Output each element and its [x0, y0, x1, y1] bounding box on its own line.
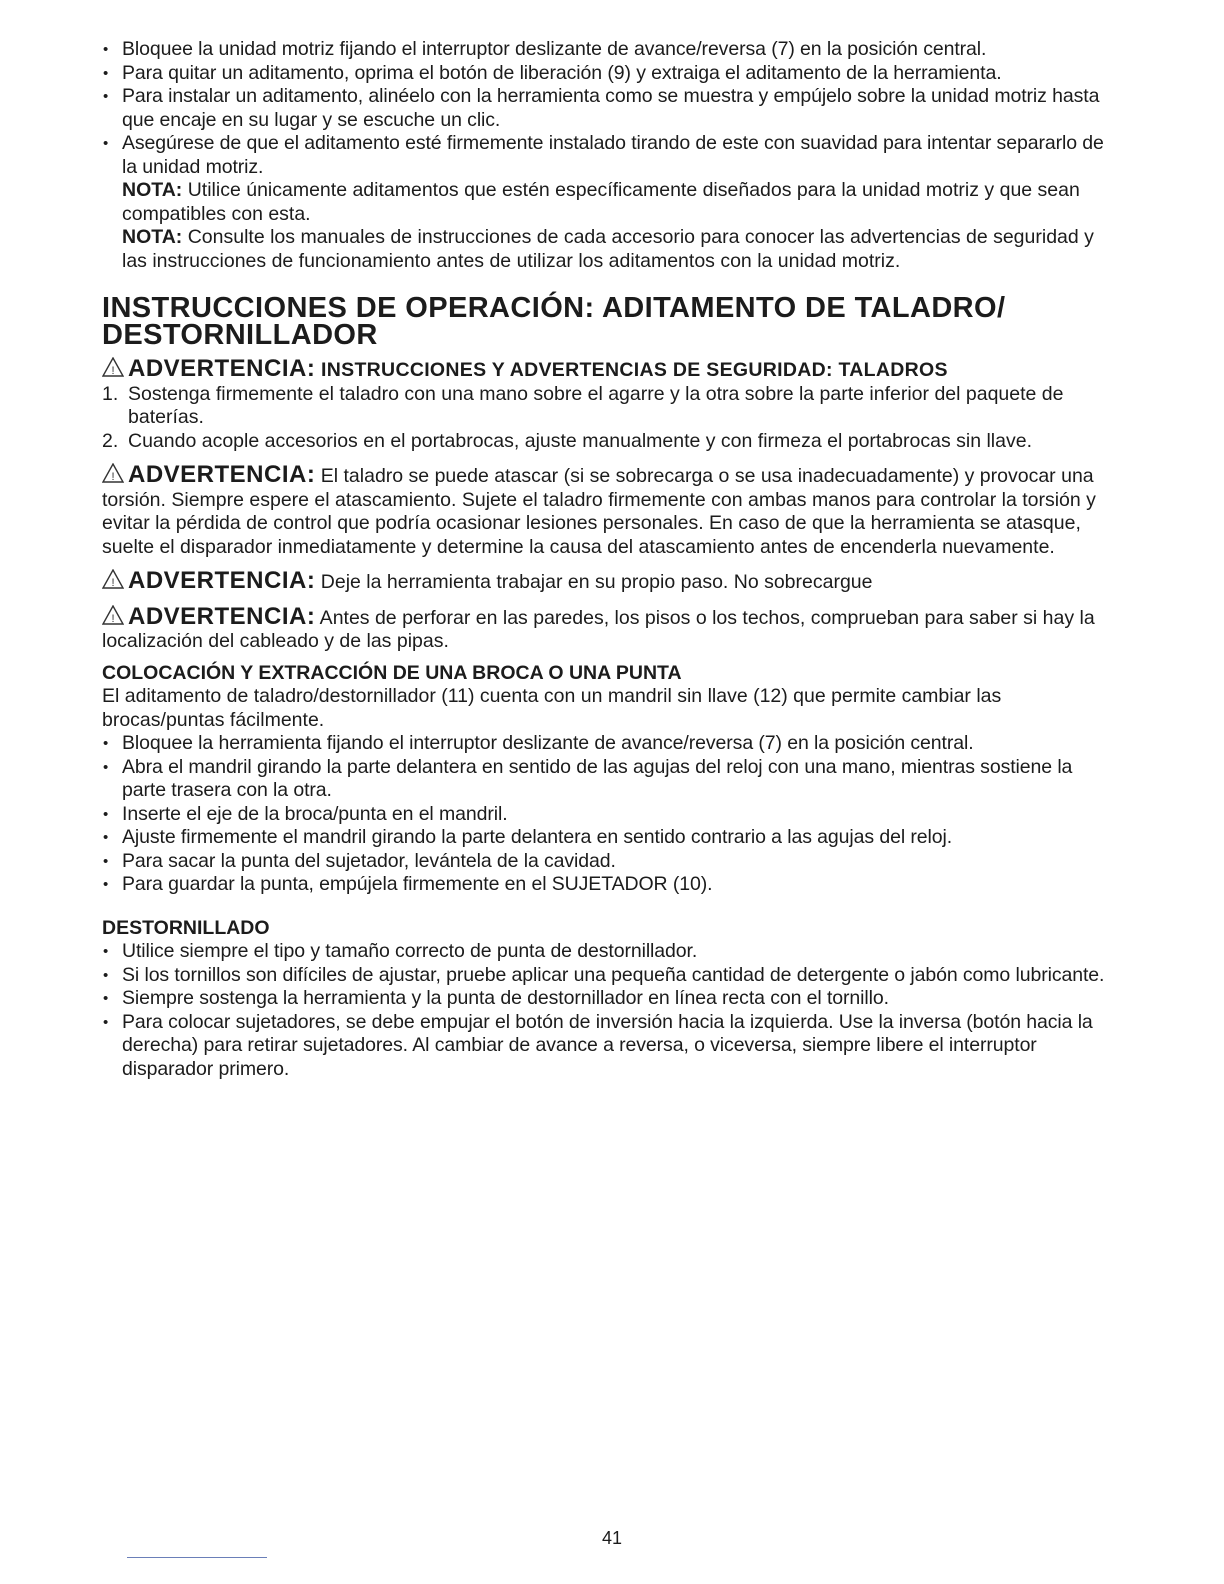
warning-torque [102, 463, 1114, 559]
item-text: Cuando acople accesorios en el portabrocas, ajuste manualmente y con firmeza el portabrocas sin llave. [128, 429, 1032, 452]
warning-drilling-walls [102, 602, 1114, 654]
warning-safety-drills [102, 357, 1114, 383]
note-label: NOTA: [122, 179, 183, 201]
warning-triangle-icon [102, 569, 124, 589]
warning-text: El taladro se puede atascar (si se sobrecarga o se usa inadecuadamente) y provocar una torsión. Siempre espere el atascamiento. Sujete el taladro firmemente con ambas manos para controlar la torsión y evitar la pérdida de control que podría ocasionar lesiones personales. En caso de que la herramienta se atasque, suelte el disparador inmediatamente y determine la causa del atascamiento antes de encenderla nuevamente. [102, 465, 1096, 558]
list-item: • Asegúrese de que el aditamento esté firmemente instalado tirando de este con suavidad para intentar separarlo de la unidad motriz. [102, 132, 1114, 179]
list-item: • Bloquee la herramienta fijando el interruptor deslizante de avance/reversa (7) en la posición central. [102, 732, 1114, 756]
intro-bullet-list [102, 38, 1114, 179]
section-heading: INSTRUCCIONES DE OPERACIÓN: ADITAMENTO DE TALADRO/ DESTORNILLADOR [102, 292, 1006, 351]
warning-triangle-icon [102, 357, 124, 377]
subsection-title-screwdriving: DESTORNILLADO [102, 916, 270, 939]
warning-label: ADVERTENCIA: [128, 567, 316, 594]
list-item: • Para guardar la punta, empújela firmemente en el SUJETADOR (10). [102, 873, 1114, 897]
list-item: • Si los tornillos son difíciles de ajustar, pruebe aplicar una pequeña cantidad de detergente o jabón como lubricante. [102, 964, 1114, 988]
note-2 [102, 226, 1114, 273]
item-number: 2. [102, 429, 119, 452]
warning-subtitle: INSTRUCCIONES Y ADVERTENCIAS DE SEGURIDAD: TALADROS [315, 359, 948, 381]
manual-page [102, 38, 1114, 1081]
screwdriving-bullet-list [102, 940, 1114, 1081]
list-item: • Para quitar un aditamento, oprima el botón de liberación (9) y extraiga el aditamento de la herramienta. [102, 62, 1114, 86]
list-item [102, 383, 1114, 430]
note-1 [102, 179, 1114, 226]
warning-text: Deje la herramienta trabajar en su propio paso. No sobrecargue [315, 571, 873, 593]
list-item: • Utilice siempre el tipo y tamaño correcto de punta de destornillador. [102, 940, 1114, 964]
note-text: Consulte los manuales de instrucciones de cada accesorio para conocer las advertencias de seguridad y las instrucciones de funcionamiento antes de utilizar los aditamentos con la unidad motriz. [122, 226, 1094, 272]
note-label: NOTA: [122, 226, 183, 248]
paragraph: El aditamento de taladro/destornillador (11) cuenta con un mandril sin llave (12) que permite cambiar las brocas/puntas fácilmente. [102, 685, 1002, 731]
list-item: • Para instalar un aditamento, alinéelo con la herramienta como se muestra y empújelo sobre la unidad motriz hasta que encaje en su lugar y se escuche un clic. [102, 85, 1114, 132]
list-item [102, 430, 1114, 454]
footer-divider [127, 1557, 267, 1558]
list-item: • Ajuste firmemente el mandril girando la parte delantera en sentido contrario a las agujas del reloj. [102, 826, 1114, 850]
list-item: • Abra el mandril girando la parte delantera en sentido de las agujas del reloj con una mano, mientras sostiene la parte trasera con la otra. [102, 756, 1114, 803]
list-item: • Para sacar la punta del sujetador, levántela de la cavidad. [102, 850, 1114, 874]
svg-text:!: ! [111, 577, 115, 589]
bit-bullet-list [102, 732, 1114, 897]
warning-overload [102, 569, 1114, 595]
safety-numbered-list [102, 383, 1114, 454]
warning-triangle-icon [102, 463, 124, 483]
warning-text: Antes de perforar en las paredes, los pisos o los techos, comprueban para saber si hay la localización del cableado y de las pipas. [102, 606, 1095, 652]
warning-label: ADVERTENCIA: [128, 461, 316, 488]
warning-label: ADVERTENCIA: [128, 355, 316, 382]
page-number: 41 [601, 1528, 623, 1548]
list-item: • Para colocar sujetadores, se debe empujar el botón de inversión hacia la izquierda. Use la inversa (botón hacia la derecha) para retirar sujetadores. Al cambiar de avance a reversa, o viceversa, siempre libere el interruptor disparador primero. [102, 1011, 1114, 1082]
list-item: • Inserte el eje de la broca/punta en el mandril. [102, 803, 1114, 827]
svg-text:!: ! [111, 612, 115, 625]
list-item: • Siempre sostenga la herramienta y la punta de destornillador en línea recta con el tornillo. [102, 987, 1114, 1011]
item-number: 1. [102, 382, 119, 405]
svg-text:!: ! [111, 471, 115, 483]
list-item: • Bloquee la unidad motriz fijando el interruptor deslizante de avance/reversa (7) en la posición central. [102, 38, 1114, 62]
item-text: Sostenga firmemente el taladro con una mano sobre el agarre y la otra sobre la parte inferior del paquete de baterías. [128, 382, 1064, 428]
note-text: Utilice únicamente aditamentos que estén específicamente diseñados para la unidad motriz y que sean compatibles con esta. [122, 179, 1080, 225]
subsection-title-bit: COLOCACIÓN Y EXTRACCIÓN DE UNA BROCA O UNA PUNTA [102, 661, 682, 684]
warning-triangle-icon [102, 605, 124, 625]
warning-label: ADVERTENCIA: [128, 602, 316, 630]
svg-text:!: ! [111, 365, 115, 377]
